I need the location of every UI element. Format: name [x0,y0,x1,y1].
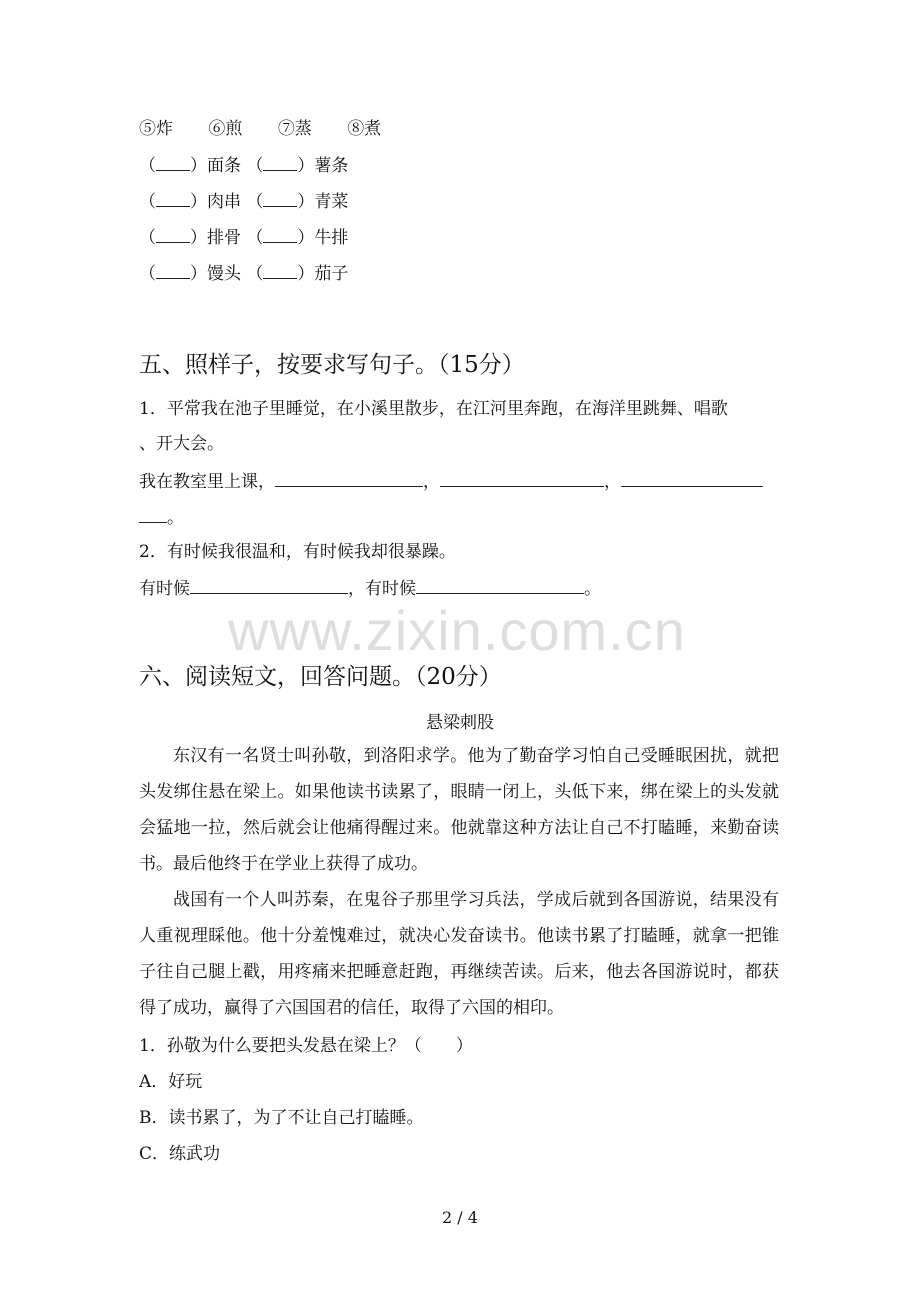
page-number: 2 / 4 [442,1208,478,1227]
blank-line [139,508,167,523]
answer-line: 有时候 ，有时候 。 [139,579,601,599]
choice-b: B．读书累了，为了不让自己打瞌睡。 [139,1108,424,1128]
fill-word: 牛排 [314,228,349,248]
blank-line [275,472,423,487]
question-text: 1．孙敬为什么要把头发悬在梁上？（ ） [139,1036,473,1056]
watermark: www.zixin.com.cn [228,599,686,662]
passage-paragraph: 东汉有一名贤士叫孙敬，到洛阳求学。他为了勤奋学习怕自己受睡眠困扰，就把头发绑住悬在梁上。如果他读书读累了，眼睛一闭上，头低下来，绑在梁上的头发就会猛地一拉，然后就会让他痛得醒过来。他就靠这种方法让自己不打瞌睡，来勤奋读书。最后他终于在学业上获得了成功。 [139,746,779,874]
passage-paragraph: 战国有一个人叫苏秦，在鬼谷子那里学习兵法，学成后就到各国游说，结果没有人重视理睬他。他十分羞愧难过，就决心发奋读书。他读书累了打瞌睡，就拿一把锥子往自己腿上戳，用疼痛来把睡意赶跑，再继续苦读。后来，他去各国游说时，都获得了成功，赢得了六国国君的信任，取得了六国的相印。 [139,890,779,1018]
blank-line [416,579,584,594]
option-row [139,118,411,140]
fill-row: （ ）面条 （ ）薯条 [139,156,349,176]
blank-line [156,264,190,279]
fill-row: （ ）馒头 （ ）茄子 [139,264,349,284]
fill-word: 茄子 [314,264,349,284]
option-item: ⑤炸 [139,119,173,139]
fill-word: 排骨 [207,228,241,248]
blank-line [263,192,297,207]
blank-line [440,472,604,487]
blank-line [156,192,190,207]
blank-line [263,264,297,279]
fill-word: 青菜 [314,192,349,212]
fill-word: 馒头 [207,264,241,284]
choice-a: A．好玩 [139,1072,203,1092]
section-heading: 六、阅读短文，回答问题。（20分） [139,664,502,690]
choice-c: C．练武功 [139,1144,221,1164]
blank-line [621,472,763,487]
passage-title: 悬梁刺股 [426,713,494,733]
fill-word: 肉串 [207,192,241,212]
question-text: 2．有时候我很温和，有时候我却很暴躁。 [139,542,456,562]
answer-line: 。 [139,507,184,529]
section-heading: 五、照样子，按要求写句子。（15分） [139,352,525,378]
blank-line [263,156,297,171]
blank-line [263,228,297,243]
answer-line: 我在教室里上课， ， ， [139,471,763,493]
option-item: ⑦蒸 [277,119,312,139]
fill-row: （ ）排骨 （ ）牛排 [139,228,349,248]
blank-line [190,579,348,594]
fill-row: （ ）肉串 （ ）青菜 [139,192,349,212]
question-text: 1．平常我在池子里睡觉，在小溪里散步，在江河里奔跑，在海洋里跳舞、唱歌 [139,399,728,419]
question-text: 、开大会。 [139,434,224,454]
fill-word: 薯条 [314,156,349,176]
option-item: ⑧煮 [347,119,382,139]
option-item: ⑥煎 [208,119,243,139]
blank-line [156,156,190,171]
blank-line [156,228,190,243]
fill-word: 面条 [207,156,241,176]
